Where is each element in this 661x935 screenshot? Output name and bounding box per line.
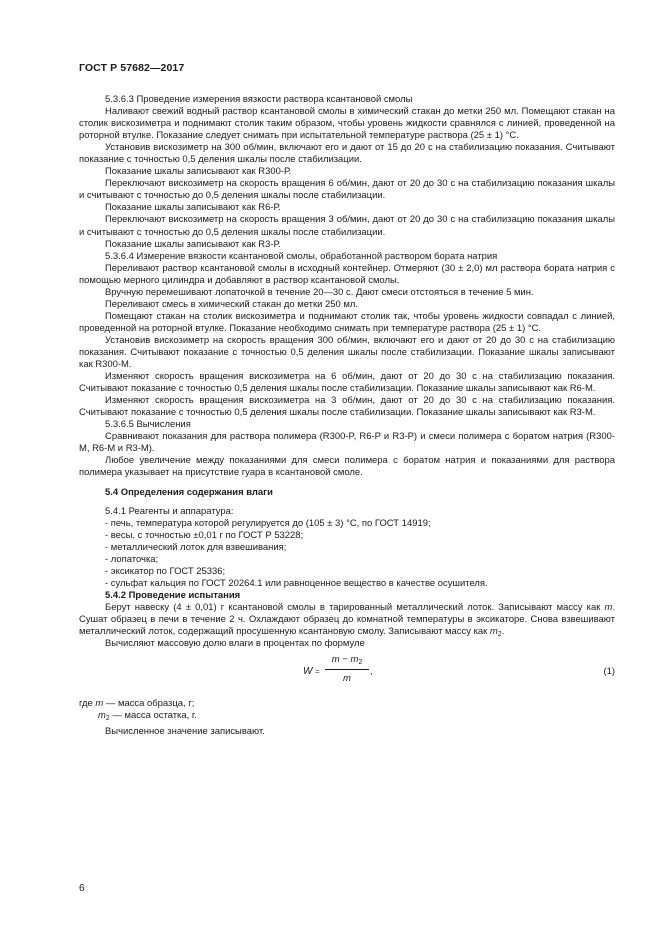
text-run: . Сушат образец в печи в течение 2 ч. Охлаждают образец до комнатной температуры в эксикаторе. Снова взвешивают металлический лоток, содержащий просушенную ксантановую смолу. Записывают массу как	[79, 601, 615, 638]
definition-m: где m — масса образца, г;	[79, 698, 195, 710]
list-item: - печь, температура которой регулируется до (105 ± 3) °С, по ГОСТ 14919;	[105, 517, 431, 529]
paragraph: Изменяют скорость вращения вискозиметра на 3 об/мин, дают от 20 до 30 с на стабилизацию показания. Считывают показание с точностью 0,5 деления шкалы после стабилизации. Показание шкалы записывают как R3-M.	[79, 395, 615, 419]
subscript: 2	[497, 631, 502, 639]
paragraph: Установив вискозиметр на скорость вращения 300 об/мин, включают его и дают от 20 до 30 с на стабилизацию показания. Считывают показание с точностью 0,5 деления шкалы после стабилизации. Показание шкалы записывают как R300-M.	[79, 334, 615, 371]
fraction-bar	[325, 669, 369, 670]
paragraph: Изменяют скорость вращения вискозиметра на 6 об/мин, дают от 20 до 30 с на стабилизацию показания. Считывают показание с точностью 0,5 деления шкалы после стабилизации. Показание шкалы записывают как R6-M.	[79, 371, 615, 395]
subsection-title: 5.3.6.4 Измерение вязкости ксантановой смолы, обработанной раствором бората натрия	[105, 250, 498, 262]
formula-equals: =	[315, 667, 320, 677]
test-procedure-heading: 5.4.2 Проведение испытания	[105, 589, 241, 601]
variable-m: m	[604, 601, 613, 613]
paragraph: Переключают вискозиметр на скорость вращения 6 об/мин, дают от 20 до 30 с на стабилизацию показания шкалы и считывают с точностью до 0,5 деления шкалы после стабилизации.	[79, 178, 615, 202]
formula-comma: ,	[370, 666, 373, 678]
closing-line: Вычисленное значение записывают.	[105, 726, 265, 738]
section-heading-moisture: 5.4 Определения содержания влаги	[105, 486, 273, 498]
paragraph: Установив вискозиметр на 300 об/мин, включают его и дают от 15 до 20 с на стабилизацию показания. Считывают показание с точностью 0,5 деления шкалы после стабилизации.	[79, 142, 615, 166]
paragraph: Сравнивают показания для раствора полимера (R300-P, R6-P и R3-P) и смеси полимера с боратом натрия (R300-M, R6-M и R3-M).	[79, 431, 615, 455]
formula-intro: Вычисляют массовую долю влаги в процентах по формуле	[105, 638, 365, 650]
subsection-title: 5.3.6.3 Проведение измерения вязкости раствора ксантановой смолы	[105, 94, 413, 105]
paragraph	[79, 602, 615, 638]
list-item: - лопаточка;	[105, 553, 159, 565]
paragraph: Переливают раствор ксантановой смолы в исходный контейнер. Отмеряют (30 ± 2,0) мл раствора бората натрия с помощью мерного цилиндра и добавляют в раствор ксантановой смолы.	[79, 262, 615, 286]
page-number: 6	[79, 883, 85, 894]
formula-numerator: $m - m_2$	[331, 654, 363, 667]
paragraph: Показание шкалы записывают как R3-Р.	[105, 238, 281, 250]
paragraph: Наливают свежий водный раствор ксантановой смолы в химический стакан до метки 250 мл. Помещают стакан на столик вискозиметра и поднимают столик таким образом, чтобы уровень жидкости сравнялся с линией, проведенной на роторной втулке. Показание следует снимать при испытательной температуре раствора (25 ± 1) °С.	[79, 106, 615, 142]
list-item: - сульфат кальция по ГОСТ 20264.1 или равноценное вещество в качестве осушителя.	[105, 577, 488, 589]
list-item: - весы, с точностью ±0,01 г по ГОСТ Р 53228;	[105, 529, 304, 541]
subsection-title: 5.3.6.5 Вычисления	[105, 419, 191, 431]
paragraph: Любое увеличение между показаниями для смеси полимера с боратом натрия и показаниями для раствора полимера указывает на присутствие гуара в ксантановой смоле.	[79, 455, 615, 479]
variable-m2: m	[489, 626, 498, 638]
text-run: Берут навеску (4 ± 0,01) г ксантановой смолы в тарированный металлический лоток. Записывают массу как	[105, 601, 605, 613]
moisture-formula	[79, 654, 615, 694]
text-run: .	[501, 626, 505, 638]
list-item: - эксикатор по ГОСТ 25336;	[105, 565, 226, 577]
formula-definitions	[79, 698, 615, 738]
formula-denominator: m	[343, 673, 351, 685]
formula-lhs: W	[303, 666, 313, 678]
list-item: - металлический лоток для взвешивания;	[105, 541, 287, 553]
paragraph: Показание шкалы записывают как R300-Р.	[105, 166, 292, 178]
document-body	[79, 94, 615, 738]
paragraph: Переключают вискозиметр на скорость вращения 3 об/мин, дают от 20 до 30 с на стабилизацию показания шкалы и считывают с точностью до 0,5 деления шкалы после стабилизации.	[79, 214, 615, 238]
paragraph: Вручную перемешивают лопаточкой в течение 20—30 с. Дают смеси отстояться в течение 5 мин.	[105, 286, 534, 298]
paragraph: Показание шкалы записывают как R6-Р.	[105, 202, 281, 214]
definition-m2: $m_2$ — масса остатка, г.	[98, 710, 197, 723]
standard-header: ГОСТ Р 57682—2017	[79, 62, 185, 74]
paragraph: Помещают стакан на столик вискозиметра и поднимают столик так, чтобы уровень жидкости совпадал с линией, проведенной на роторной втулке. Показание необходимо снимать при температуре раствора (25 ± 1) °С.	[79, 310, 615, 334]
formula-number: (1)	[603, 666, 615, 678]
paragraph: Переливают смесь в химический стакан до метки 250 мл.	[105, 298, 358, 310]
formula-fraction	[325, 654, 369, 685]
reagents-title: 5.4.1 Реагенты и аппаратура:	[105, 505, 234, 517]
